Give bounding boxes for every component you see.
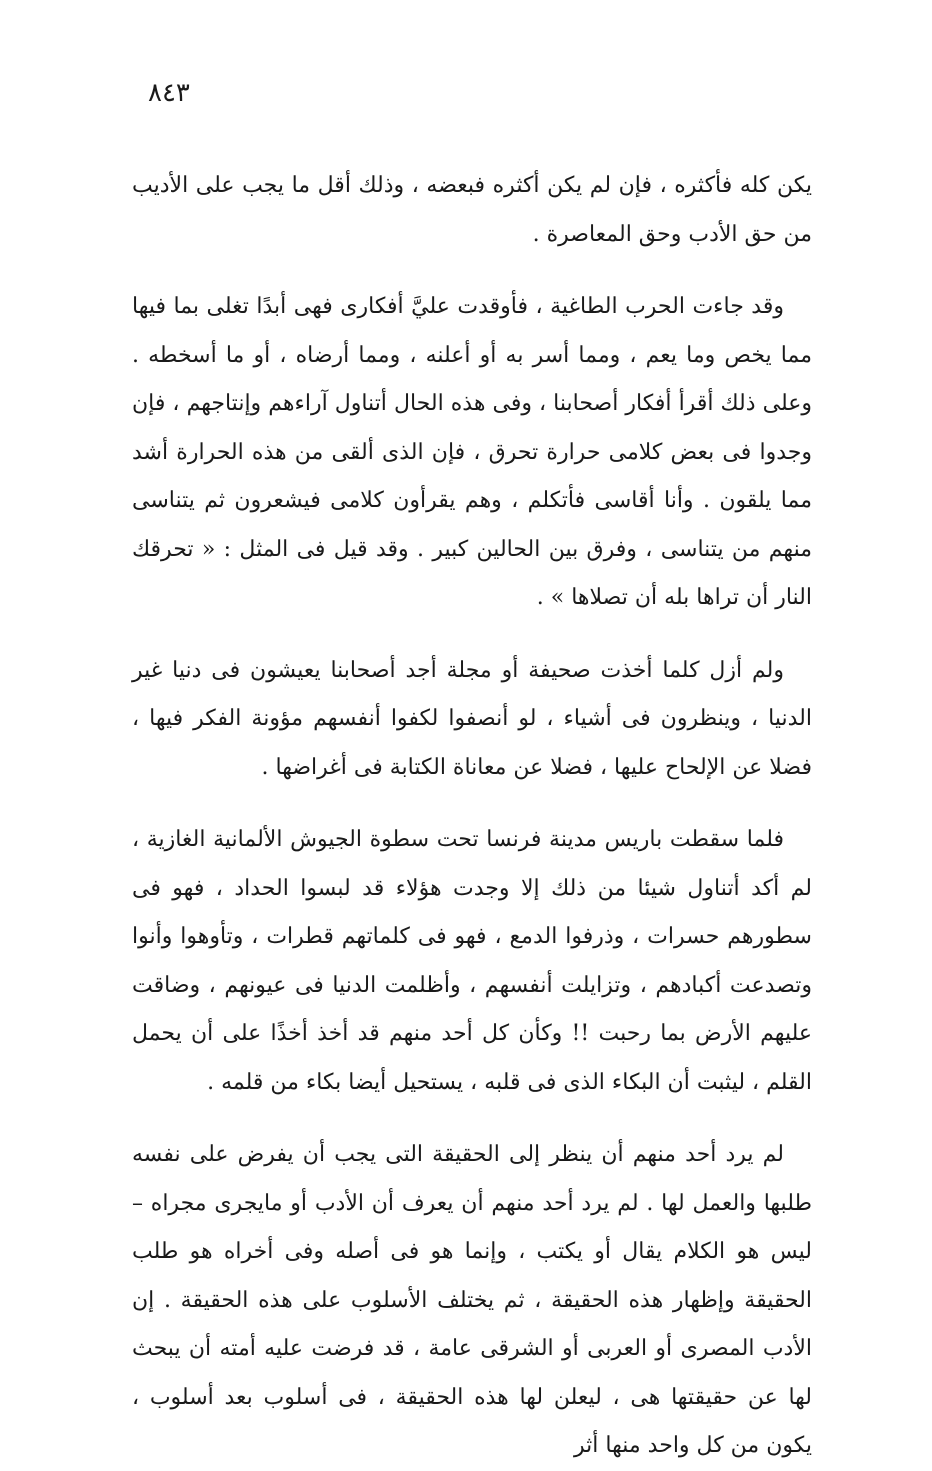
paragraph-1: يكن كله فأكثره ، فإن لم يكن أكثره فبعضه ، وذلك أقل ما يجب على الأديب من حق الأدب وحق المعاصرة . xyxy=(132,173,812,247)
page-number: ٨٤٣ xyxy=(148,78,190,108)
paragraph-5: لم يرد أحد منهم أن ينظر إلى الحقيقة التى يجب أن يفرض على نفسه طلبها والعمل لها . لم يرد أحد منهم أن يعرف أن الأدب أو مايجرى مجراه – ليس هو الكلام يقال أو يكتب ، وإنما هو فى أصله وفى أخراه هو طلب الحقيقة وإظهار هذه الحقيقة ، ثم يختلف الأسلوب على هذه الحقيقة . إن الأدب المصرى أو العربى أو الشرقى عامة ، قد فرضت عليه أمته أن يبحث لها عن حقيقتها هى ، ليعلن لها هذه الحقيقة ، فى أسلوب بعد أسلوب ، يكون من كل واحد منها أثر xyxy=(132,1142,812,1458)
body-text xyxy=(132,162,812,1471)
paragraph-4: فلما سقطت باريس مدينة فرنسا تحت سطوة الجيوش الألمانية الغازية ، لم أكد أتناول شيئا من ذلك إلا وجدت هؤلاء قد لبسوا الحداد ، فهو فى سطورهم حسرات ، وذرفوا الدمع ، فهو فى كلماتهم قطرات ، وتأوهوا وأنوا وتصدعت أكبادهم ، وتزايلت أنفسهم ، وأظلمت الدنيا فى عيونهم ، وضاقت عليهم الأرض بما رحبت !! وكأن كل أحد منهم قد أخذ أخذًا على أن يحمل القلم ، ليثبت أن البكاء الذى فى قلبه ، يستحيل أيضا بكاء من قلمه . xyxy=(132,827,812,1095)
paragraph-2: وقد جاءت الحرب الطاغية ، فأوقدت عليَّ أفكارى فهى أبدًا تغلى بما فيها مما يخص وما يعم ، ومما أسر به أو أعلنه ، ومما أرضاه ، أو ما أسخطه . وعلى ذلك أقرأ أفكار أصحابنا ، وفى هذه الحال أتناول آراءهم وإنتاجهم ، فإن وجدوا فى بعض كلامى حرارة تحرق ، فإن الذى ألقى من هذه الحرارة أشد مما يلقون . وأنا أقاسى فأتكلم ، وهم يقرأون كلامى فيشعرون ثم يتناسى منهم من يتناسى ، وفرق بين الحالين كبير . وقد قيل فى المثل : « تحرقك النار أن تراها بله أن تصلاها » . xyxy=(132,294,812,610)
paragraph-3: ولم أزل كلما أخذت صحيفة أو مجلة أجد أصحابنا يعيشون فى دنيا غير الدنيا ، وينظرون فى أشياء ، لو أنصفوا لكفوا أنفسهم مؤونة الفكر فيها ، فضلا عن الإلحاح عليها ، فضلا عن معاناة الكتابة فى أغراضها . xyxy=(132,657,812,780)
